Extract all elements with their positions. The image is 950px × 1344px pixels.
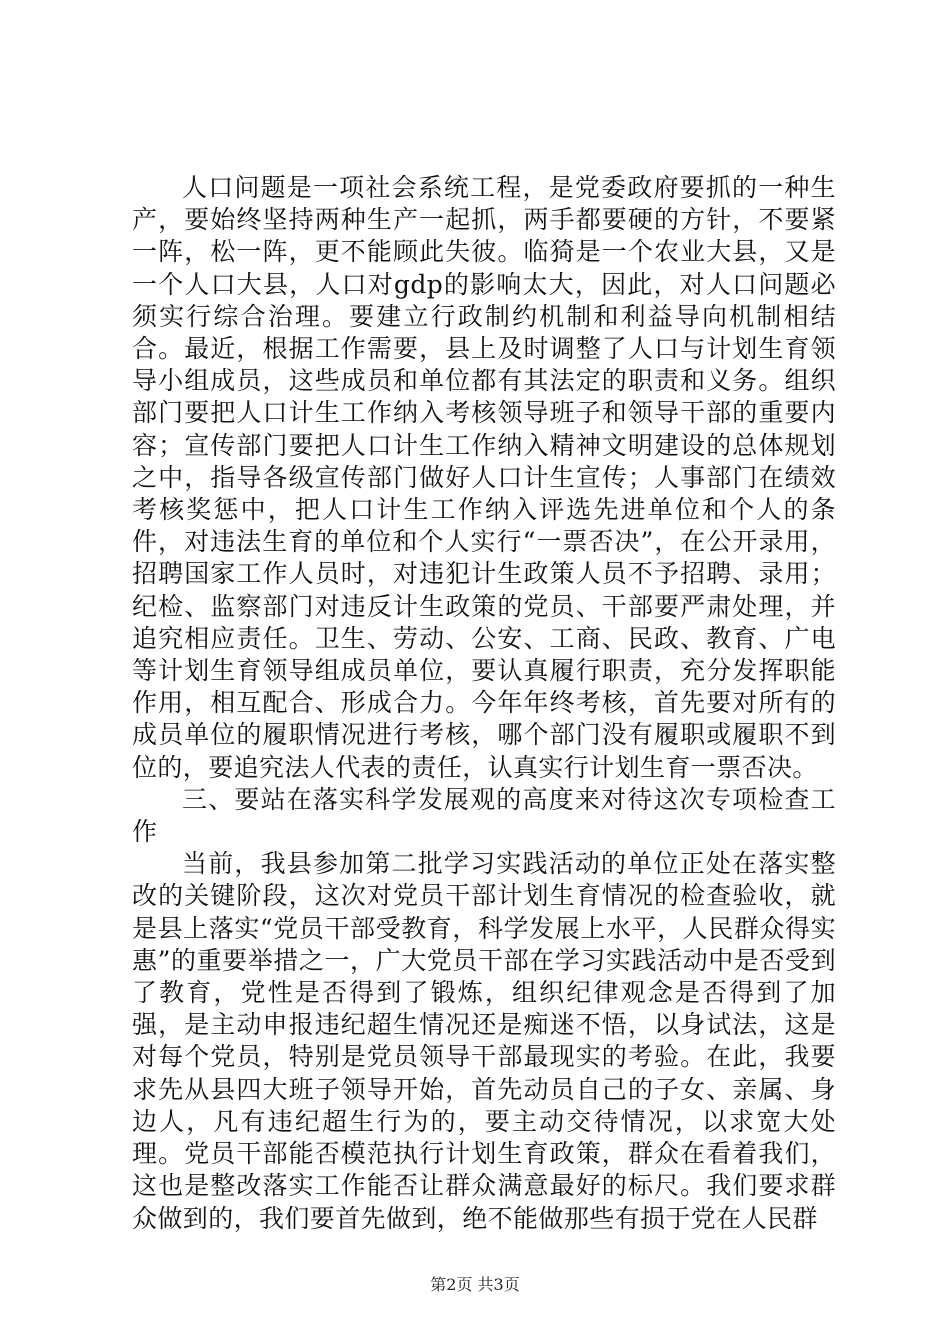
section-heading-three: 三、要站在落实科学发展观的高度来对待这次专项检查工作 bbox=[132, 784, 836, 847]
paragraph-population-governance: 人口问题是一项社会系统工程，是党委政府要抓的一种生产，要始终坚持两种生产一起抓，两手都要硬的方针，不要紧一阵，松一阵，更不能顾此失彼。临猗是一个农业大县，又是一个人口大县，人口对gdp的影响太大，因此，对人口问题必须实行综合治理。要建立行政制约机制和利益导向机制相结合。最近，根据工作需要，县上及时调整了人口与计划生育领导小组成员，这些成员和单位都有其法定的职责和义务。组织部门要把人口计生工作纳入考核领导班子和领导干部的重要内容；宣传部门要把人口计生工作纳入精神文明建设的总体规划之中，指导各级宣传部门做好人口计生宣传；人事部门在绩效考核奖惩中，把人口计生工作纳入评选先进单位和个人的条件，对违法生育的单位和个人实行“一票否决”，在公开录用，招聘国家工作人员时，对违犯计生政策人员不予招聘、录用；纪检、监察部门对违反计生政策的党员、干部要严肃处理，并追究相应责任。卫生、劳动、公安、工商、民政、教育、广电等计划生育领导组成员单位，要认真履行职责，充分发挥职能作用，相互配合、形成合力。今年年终考核，首先要对所有的成员单位的履职情况进行考核，哪个部门没有履职或履职不到位的，要追究法人代表的责任，认真实行计划生育一票否决。 bbox=[132, 173, 836, 782]
page-footer: 第2页 共3页 bbox=[430, 1275, 520, 1294]
paragraph-current-inspection: 当前，我县参加第二批学习实践活动的单位正处在落实整改的关键阶段，这次对党员干部计划生育情况的检查验收，就是县上落实“党员干部受教育，科学发展上水平，人民群众得实惠”的重要举措之一，广大党员干部在学习实践活动中是否受到了教育，党性是否得到了锻炼，组织纪律观念是否得到了加强，是主动申报违纪超生情况还是痴迷不悟，以身试法，这是对每个党员，特别是党员领导干部最现实的考验。在此，我要求先从县四大班子领导开始，首先动员自己的子女、亲属、身边人，凡有违纪超生行为的，要主动交待情况，以求宽大处理。党员干部能否模范执行计划生育政策，群众在看着我们，这也是整改落实工作能否让群众满意最好的标尺。我们要求群众做到的，我们要首先做到，绝不能做那些有损于党在人民群 bbox=[132, 849, 836, 1233]
document-body bbox=[132, 172, 836, 1235]
